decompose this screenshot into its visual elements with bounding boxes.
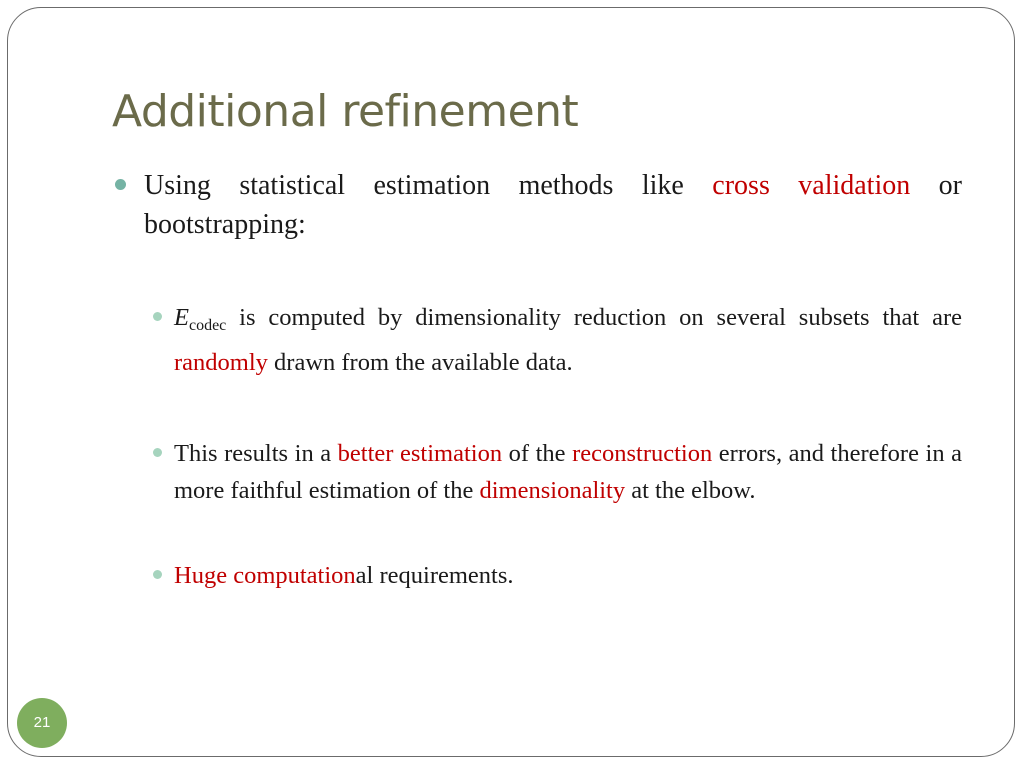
page-number-badge: 21 <box>17 698 67 748</box>
sub-bullet-dot <box>153 448 162 457</box>
bullet-text: or bootstrapping: <box>144 170 962 240</box>
sub-bullet-dot <box>153 570 162 579</box>
bullet-text: Using statistical estimation methods like <box>144 170 713 201</box>
sub-bullet-text: This results in a <box>174 440 338 467</box>
bullet-item-statistical-estimation <box>112 166 962 244</box>
sub-bullet-text: is computed by dimensionality reduction on several subsets that are <box>226 304 962 331</box>
highlight-better-estimation: better estimation <box>337 440 503 467</box>
sub-bullet-text: al requirements. <box>355 562 514 589</box>
highlight-cross-validation: cross validation <box>712 170 911 201</box>
highlight-reconstruction: reconstruction <box>572 440 713 467</box>
highlight-randomly: randomly <box>174 349 268 376</box>
highlight-huge-computation: Huge computation <box>174 562 356 589</box>
highlight-dimensionality: dimensionality <box>479 477 626 504</box>
sub-bullet-text: errors, and therefore in a more faithful estimation of the <box>174 440 962 504</box>
bullet-list <box>112 166 962 594</box>
sub-bullet-item-computational-requirements <box>112 557 962 594</box>
bullet-dot <box>115 179 126 190</box>
sub-bullet-dot <box>153 312 162 321</box>
sub-bullet-text: of the <box>502 440 573 467</box>
math-variable-e: E <box>174 304 189 331</box>
sub-bullet-item-ecodec <box>112 299 962 381</box>
slide-title: Additional refinement <box>112 86 579 137</box>
math-subscript-codec: codec <box>188 317 227 334</box>
sub-bullet-text: drawn from the available data. <box>267 349 573 376</box>
sub-bullet-item-better-estimation <box>112 435 962 509</box>
sub-bullet-text: at the elbow. <box>625 477 756 504</box>
